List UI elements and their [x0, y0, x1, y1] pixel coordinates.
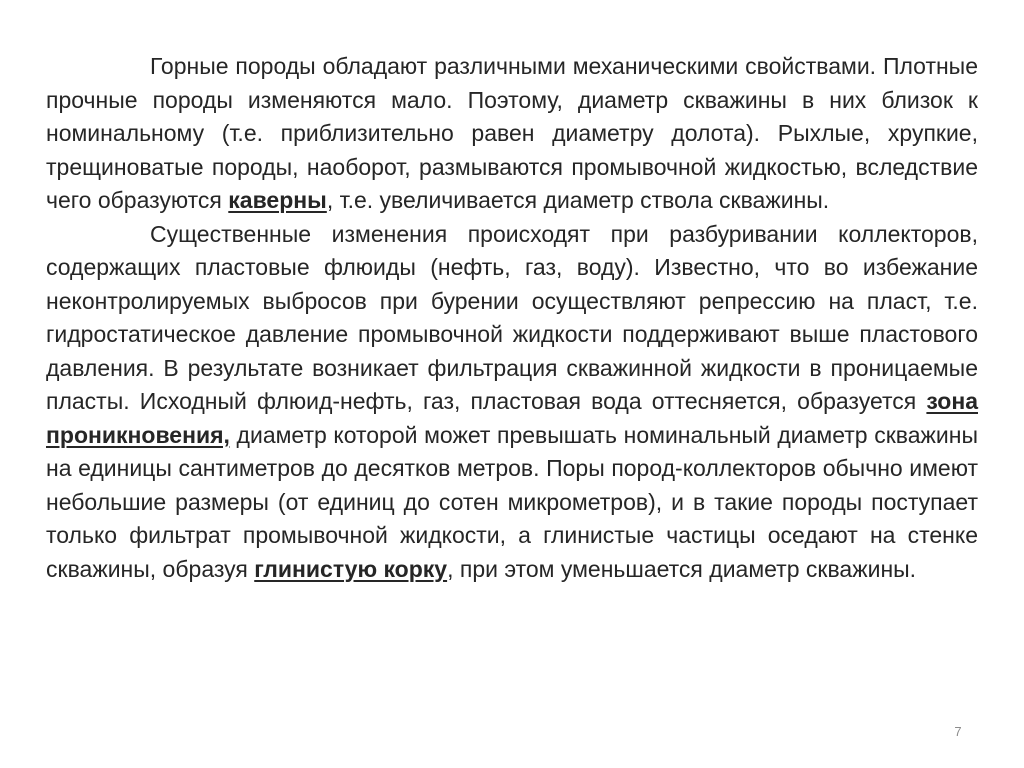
term-caverns: каверны [228, 187, 327, 213]
text-body [46, 50, 978, 586]
paragraph2-text-part3: , при этом уменьшается диаметр скважины. [447, 555, 917, 582]
term-invasion-zone: зона проникновения, [46, 388, 978, 448]
paragraph1-text-start: Горные породы обладают различными механическими свойствами. Плотные прочные породы изменяются мало. Поэтому, диаметр скважины в них близок к номинальному (т.е. приблизительно равен диаметру долота). Рыхлые, хрупкие, трещиноватые породы, наоборот, размываются промывочной жидкостью, вследствие чего образуются [46, 53, 978, 213]
page-number: 7 [954, 724, 962, 739]
term-mud-cake: глинистую корку [254, 555, 448, 582]
paragraph1-text-end: , т.е. увеличивается диаметр ствола скважины. [326, 187, 830, 213]
paragraph-rock-properties [46, 50, 978, 218]
paragraph2-text-part2: диаметр которой может превышать номинальный диаметр скважины на единицы сантиметров до десятков метров. Поры пород-коллекторов обычно имеют небольшие размеры (от единиц до сотен микрометров), и в такие породы поступает только фильтрат промывочной жидкости, а глинистые частицы оседают на стенке скважины, образуя [46, 421, 978, 582]
paragraph-collector-drilling [46, 218, 978, 587]
paragraph2-text-part1: Существенные изменения происходят при разбуривании коллекторов, содержащих пластовые флюиды (нефть, газ, воду). Известно, что во избежание неконтролируемых выбросов при бурении осуществляют репрессию на пласт, т.е. гидростатическое давление промывочной жидкости поддерживают выше пластового давления. В результате возникает фильтрация скважинной жидкости в проницаемые пласты. Исходный флюид-нефть, газ, пластовая вода оттесняется, образуется [46, 220, 978, 414]
